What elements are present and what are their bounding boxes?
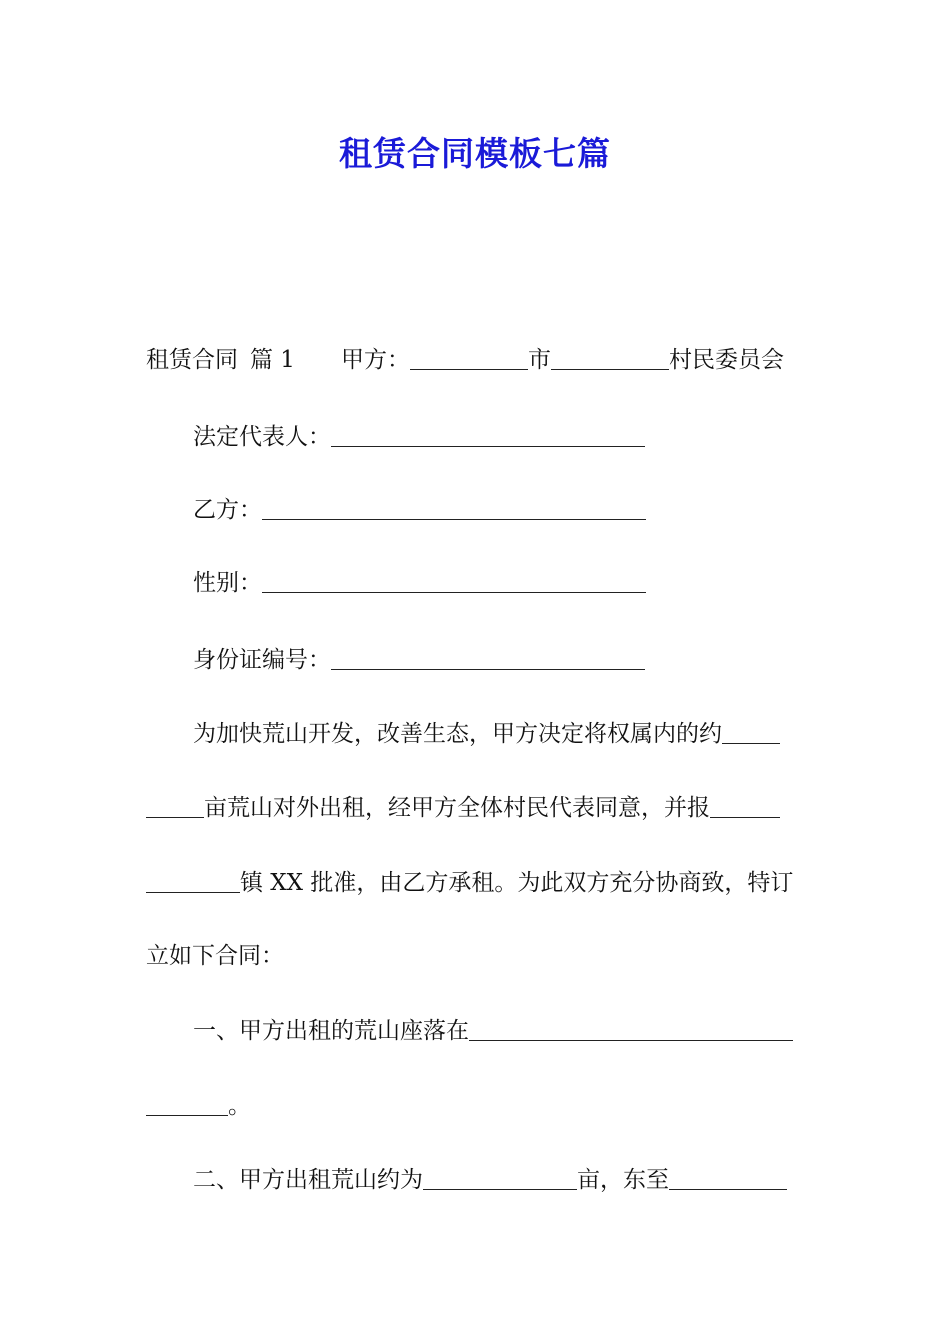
location-blank-start	[469, 1018, 793, 1041]
clause-1-line	[193, 1016, 793, 1046]
approval-blank-end	[146, 870, 240, 893]
gender-blank	[262, 570, 646, 593]
party-b-label: 乙方：	[193, 497, 262, 523]
village-blank	[551, 347, 669, 370]
id-number-blank	[331, 647, 645, 670]
approval-blank-start	[710, 795, 780, 818]
contract-header-line	[146, 345, 784, 375]
clause-1-line-cont	[146, 1091, 251, 1121]
party-b-blank	[262, 497, 646, 520]
city-blank	[410, 347, 528, 370]
location-blank-end	[146, 1093, 228, 1116]
paragraph-text-3: 镇 XX 批准，由乙方承租。为此双方充分协商致，特订	[240, 870, 794, 896]
clause-1-end: 。	[228, 1093, 251, 1119]
clause-2-east: 亩，东至	[577, 1167, 669, 1193]
area-blank-start	[722, 721, 780, 744]
city-label: 市	[527, 347, 551, 373]
clause-2-line	[193, 1165, 787, 1195]
document-title: 租赁合同模板七篇	[339, 134, 611, 173]
paragraph-line-3	[146, 868, 793, 898]
paragraph-line-4	[146, 941, 284, 971]
id-number-label: 身份证编号：	[193, 647, 331, 673]
paragraph-text-4: 立如下合同：	[146, 943, 284, 969]
contract-number: 篇 1	[250, 347, 295, 373]
party-b-line	[193, 495, 646, 525]
gender-label: 性别：	[193, 570, 262, 596]
paragraph-line-1	[193, 719, 780, 749]
paragraph-text-1: 为加快荒山开发，改善生态，甲方决定将权属内的约	[193, 721, 722, 747]
clause-1-text: 一、甲方出租的荒山座落在	[193, 1018, 469, 1044]
clause-2-text: 二、甲方出租荒山约为	[193, 1167, 423, 1193]
legal-rep-label: 法定代表人：	[193, 424, 331, 450]
legal-rep-line	[193, 422, 645, 452]
village-committee-label: 村民委员会	[668, 347, 784, 373]
east-boundary-blank	[669, 1167, 787, 1190]
contract-label: 租赁合同	[146, 347, 238, 373]
paragraph-text-2: 亩荒山对外出租，经甲方全体村民代表同意，并报	[204, 795, 710, 821]
gender-line	[193, 568, 646, 598]
area-blank-end	[146, 795, 204, 818]
id-number-line	[193, 645, 645, 675]
paragraph-line-2	[146, 793, 780, 823]
legal-rep-blank	[331, 424, 645, 447]
acreage-blank	[423, 1167, 577, 1190]
party-a-label: 甲方：	[340, 347, 410, 373]
